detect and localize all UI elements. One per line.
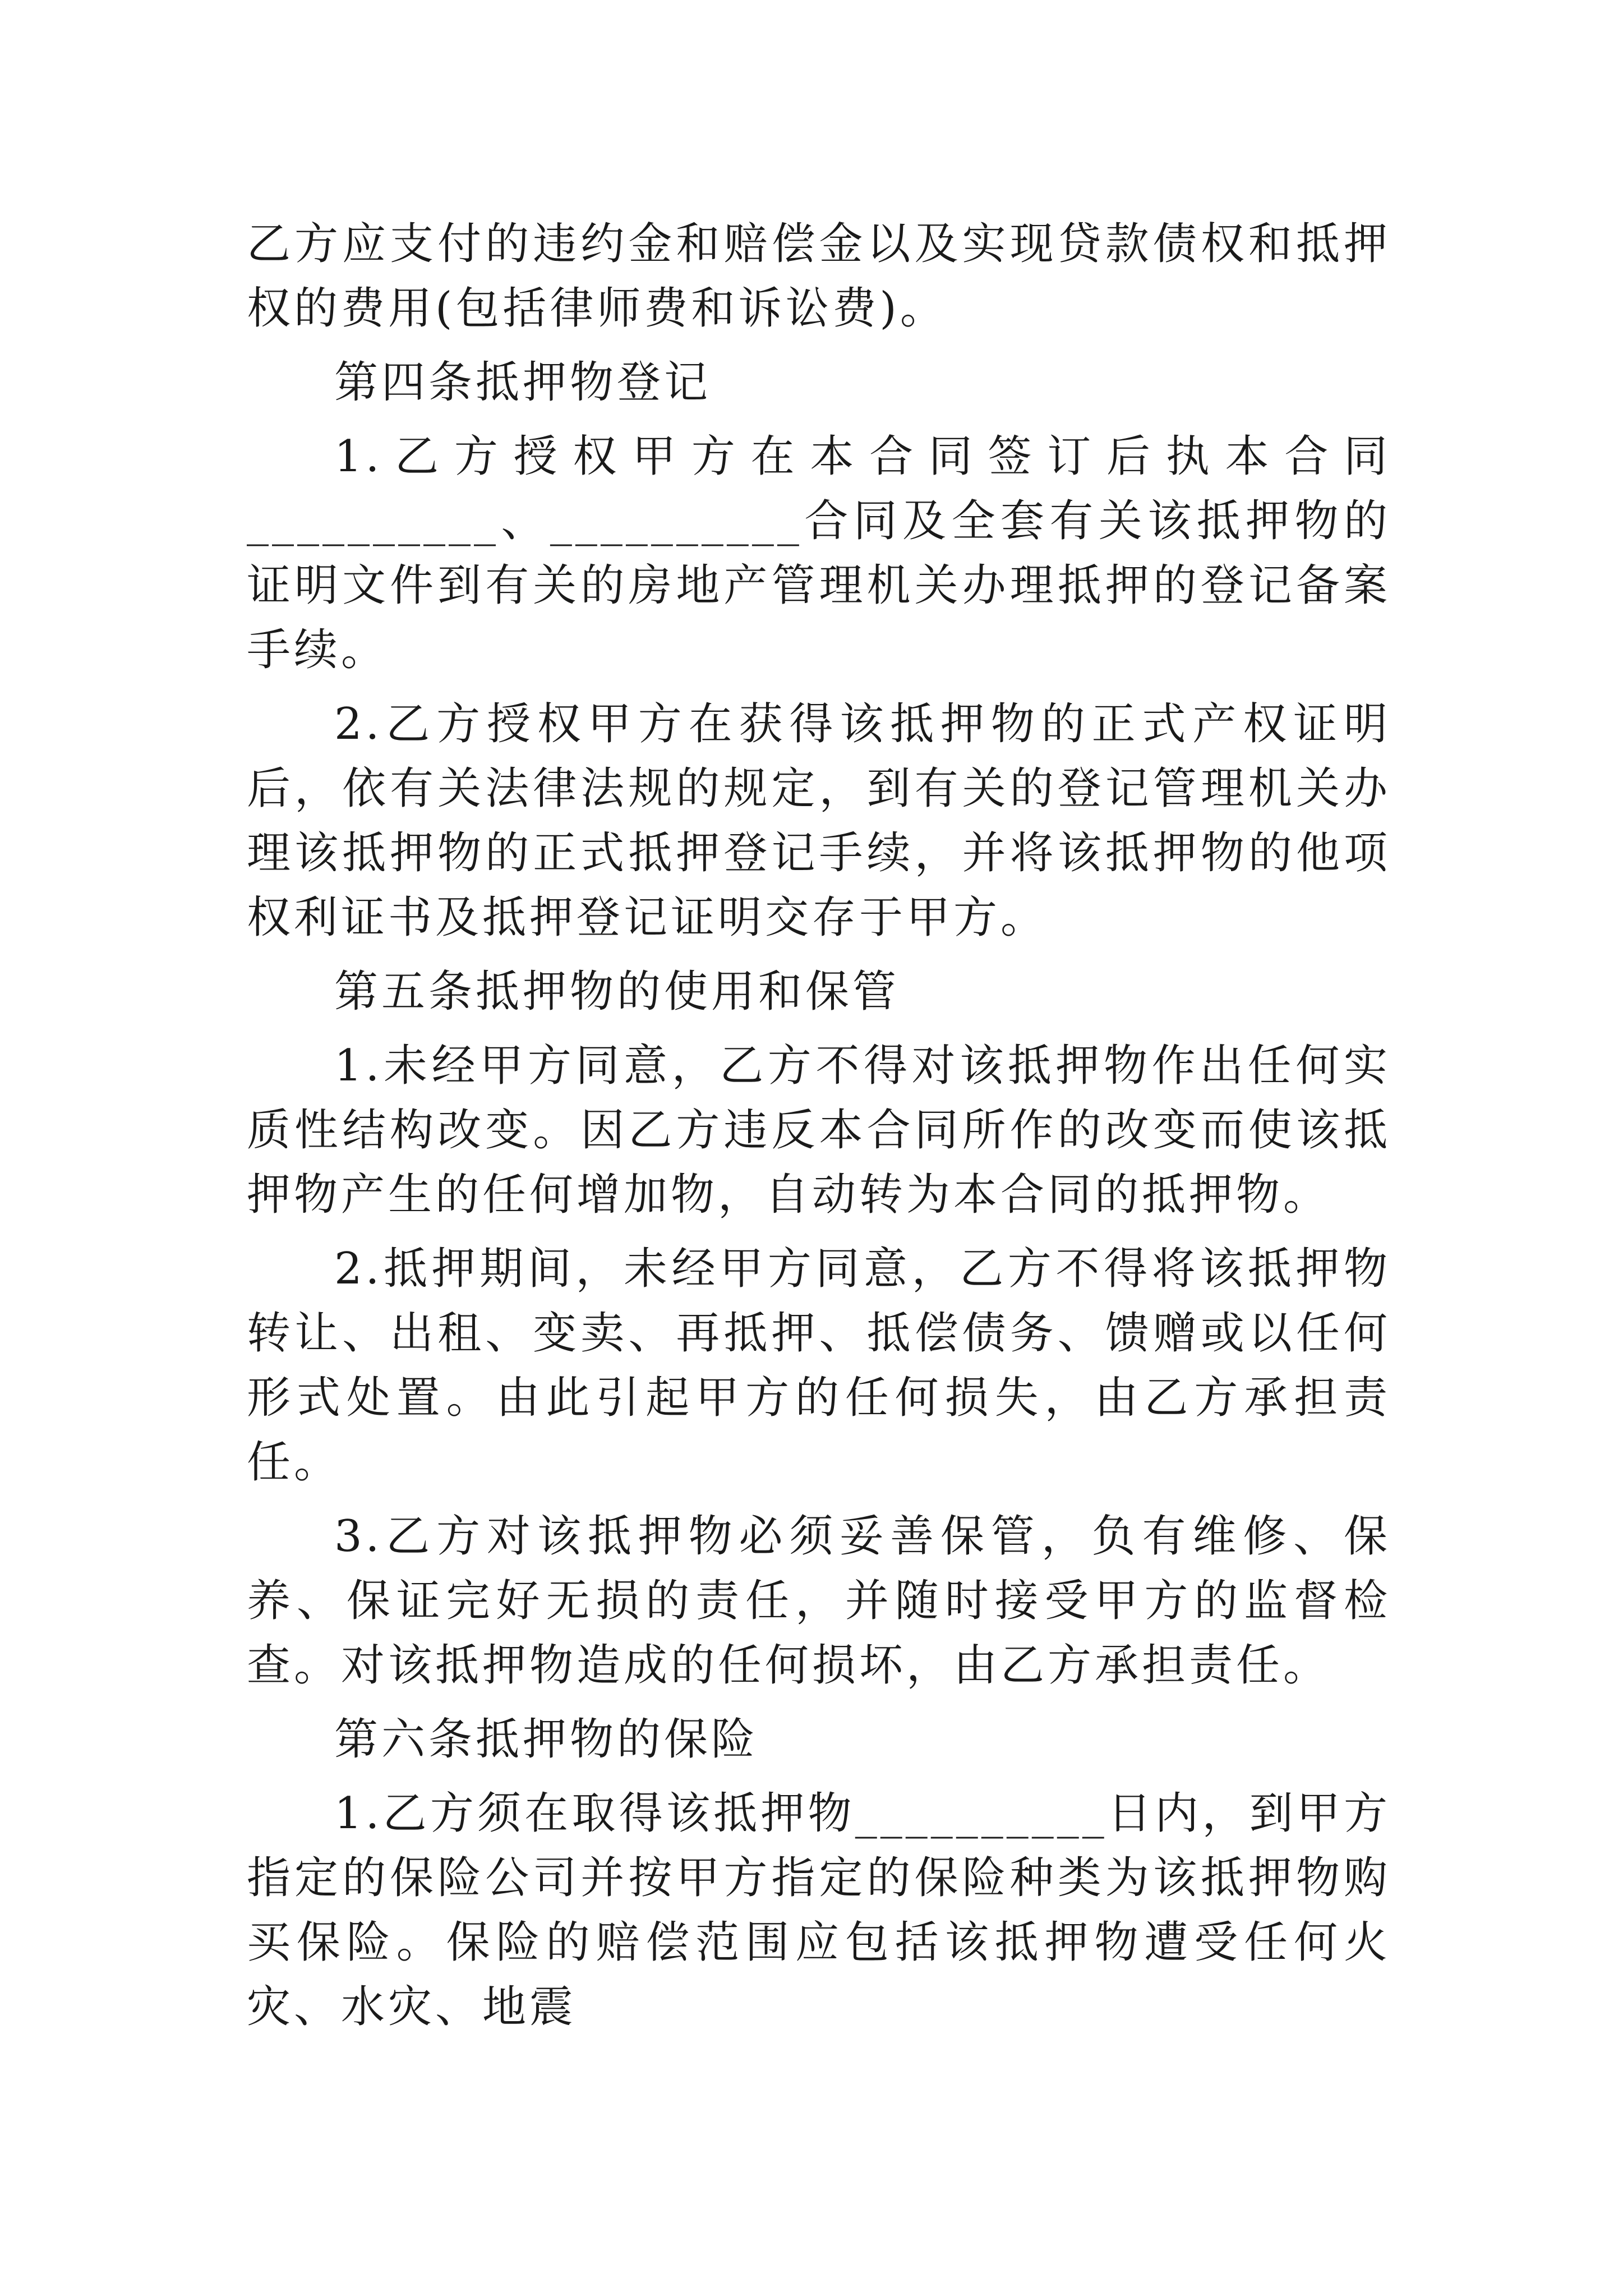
paragraph: 1.乙方授权甲方在本合同签订后执本合同__________、__________合同及全套有关该抵押物的证明文件到有关的房地产管理机关办理抵押的登记备案手续。	[247, 431, 1391, 675]
paragraph: 2.抵押期间，未经甲方同意，乙方不得将该抵押物转让、出租、变卖、再抵押、抵偿债务、馈赠或以任何形式处置。由此引起甲方的任何损失，由乙方承担责任。	[247, 1244, 1391, 1488]
section-heading: 第五条抵押物的使用和保管	[334, 967, 900, 1017]
document-body	[247, 212, 1391, 2049]
paragraph: 乙方应支付的违约金和赔偿金以及实现贷款债权和抵押权的费用(包括律师费和诉讼费)。	[247, 219, 1391, 334]
paragraph: 3.乙方对该抵押物必须妥善保管，负有维修、保养、保证完好无损的责任，并随时接受甲方的监督检查。对该抵押物造成的任何损坏，由乙方承担责任。	[247, 1511, 1391, 1691]
section-heading: 第六条抵押物的保险	[334, 1714, 759, 1765]
paragraph: 2.乙方授权甲方在获得该抵押物的正式产权证明后，依有关法律法规的规定，到有关的登记管理机关办理该抵押物的正式抵押登记手续，并将该抵押物的他项权利证书及抵押登记证明交存于甲方。	[247, 699, 1391, 943]
paragraph: 1.乙方须在取得该抵押物__________日内，到甲方指定的保险公司并按甲方指定的保险种类为该抵押物购买保险。保险的赔偿范围应包括该抵押物遭受任何火灾、水灾、地震	[247, 1788, 1391, 2032]
section-heading: 第四条抵押物登记	[334, 357, 712, 408]
paragraph: 1.未经甲方同意，乙方不得对该抵押物作出任何实质性结构改变。因乙方违反本合同所作的改变而使该抵押物产生的任何增加物，自动转为本合同的抵押物。	[247, 1041, 1391, 1220]
